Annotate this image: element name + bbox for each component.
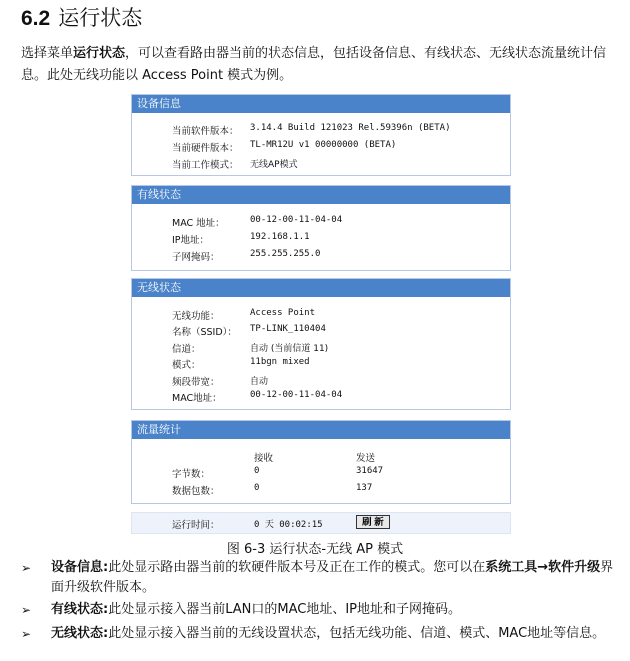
- intro-suffix: ，可以查看路由器当前的状态信息，包括设备信息、有线状态、无线状态流量统计信息。此处无线功能以 Access Point 模式为例。: [21, 46, 607, 83]
- intro-paragraph: [21, 43, 613, 87]
- figure-caption: 图 6-3 运行状态-无线 AP 模式: [226, 542, 404, 557]
- bullet-desc: 此处显示路由器当前的软硬件版本号及正在工作的模式。您可以在: [108, 560, 486, 575]
- traffic-packets-recv: 0: [254, 483, 260, 493]
- device-hw-label: 当前硬件版本：: [172, 143, 239, 154]
- bullet-text: [51, 600, 621, 620]
- bullet-desc-tail: 界面升级软件版本。: [51, 560, 614, 595]
- device-sw-label: 当前软件版本：: [172, 126, 239, 137]
- device-mode-value: 无线AP模式: [250, 160, 298, 170]
- device-hw-value: TL-MR12U v1 00000000 (BETA): [250, 140, 397, 150]
- traffic-bytes-label: 字节数：: [172, 469, 211, 480]
- traffic-col-send: 发送: [356, 453, 376, 464]
- traffic-stats-panel: [131, 420, 511, 504]
- wireless-ssid-label: 名称（SSID）：: [172, 327, 237, 338]
- wireless-bandwidth-label: 频段带宽：: [172, 377, 220, 388]
- wired-mac-label: MAC 地址：: [172, 218, 225, 229]
- wireless-mac-value: 00-12-00-11-04-04: [250, 390, 343, 400]
- wireless-channel-label: 信道：: [172, 344, 201, 355]
- section-heading: [21, 2, 142, 32]
- refresh-button[interactable]: 刷 新: [356, 515, 390, 529]
- bullet-menu-path: 系统工具→软件升级: [485, 560, 601, 575]
- wired-mac-value: 00-12-00-11-04-04: [250, 215, 343, 225]
- bullet-desc: 此处显示接入器当前LAN口的MAC地址、IP地址和子网掩码。: [108, 602, 461, 617]
- traffic-bytes-send: 31647: [356, 466, 384, 476]
- wired-status-header: 有线状态: [132, 186, 510, 204]
- traffic-stats-header: 流量统计: [132, 421, 510, 439]
- bullet-text: [51, 558, 621, 598]
- bullet-term: 设备信息:: [51, 560, 109, 575]
- bullet-desc: 此处显示接入器当前的无线设置状态，包括无线功能、信道、模式、MAC地址等信息。: [108, 626, 606, 641]
- wireless-mode-label: 模式：: [172, 360, 201, 371]
- bullet-device-info: [21, 558, 621, 598]
- wireless-status-header: 无线状态: [132, 279, 510, 297]
- intro-menu-name: 运行状态: [73, 46, 126, 61]
- runtime-label: 运行时间：: [172, 520, 220, 531]
- traffic-packets-send: 137: [356, 483, 373, 493]
- section-number: 6.2: [21, 7, 51, 30]
- bullet-term: 无线状态:: [51, 626, 109, 641]
- traffic-col-recv: 接收: [254, 453, 274, 464]
- traffic-packets-label: 数据包数：: [172, 486, 220, 497]
- wireless-status-panel: [131, 278, 511, 410]
- section-title: 运行状态: [58, 6, 143, 30]
- runtime-bar: [131, 512, 511, 534]
- wireless-mode-value: 11bgn mixed: [250, 357, 310, 367]
- intro-prefix: 选择菜单: [21, 46, 74, 61]
- wireless-func-label: 无线功能：: [172, 311, 220, 322]
- bullet-arrow-icon: ➢: [21, 627, 32, 641]
- bullet-wireless-status: [21, 624, 621, 661]
- wired-status-panel: [131, 185, 511, 271]
- wireless-func-value: Access Point: [250, 308, 316, 318]
- bullet-wired-status: [21, 600, 621, 620]
- bullet-term: 有线状态:: [51, 602, 109, 617]
- wireless-ssid-value: TP-LINK_110404: [250, 324, 326, 334]
- wireless-bandwidth-value: 自动: [250, 377, 269, 387]
- device-info-header: 设备信息: [132, 95, 510, 113]
- wired-ip-value: 192.168.1.1: [250, 232, 310, 242]
- runtime-value: 0 天 00:02:15: [254, 520, 323, 530]
- traffic-bytes-recv: 0: [254, 466, 260, 476]
- bullet-arrow-icon: ➢: [21, 561, 32, 575]
- bullet-text: [51, 624, 621, 644]
- wired-ip-label: IP地址：: [172, 235, 210, 246]
- device-info-panel: [131, 94, 511, 176]
- wireless-mac-label: MAC地址：: [172, 393, 222, 404]
- wired-mask-label: 子网掩码：: [172, 252, 220, 263]
- wired-mask-value: 255.255.255.0: [250, 249, 321, 259]
- bullet-arrow-icon: ➢: [21, 603, 32, 617]
- device-mode-label: 当前工作模式：: [172, 160, 239, 171]
- device-sw-value: 3.14.4 Build 121023 Rel.59396n (BETA): [250, 123, 451, 133]
- wireless-channel-value: 自动 (当前信道 11): [250, 344, 329, 354]
